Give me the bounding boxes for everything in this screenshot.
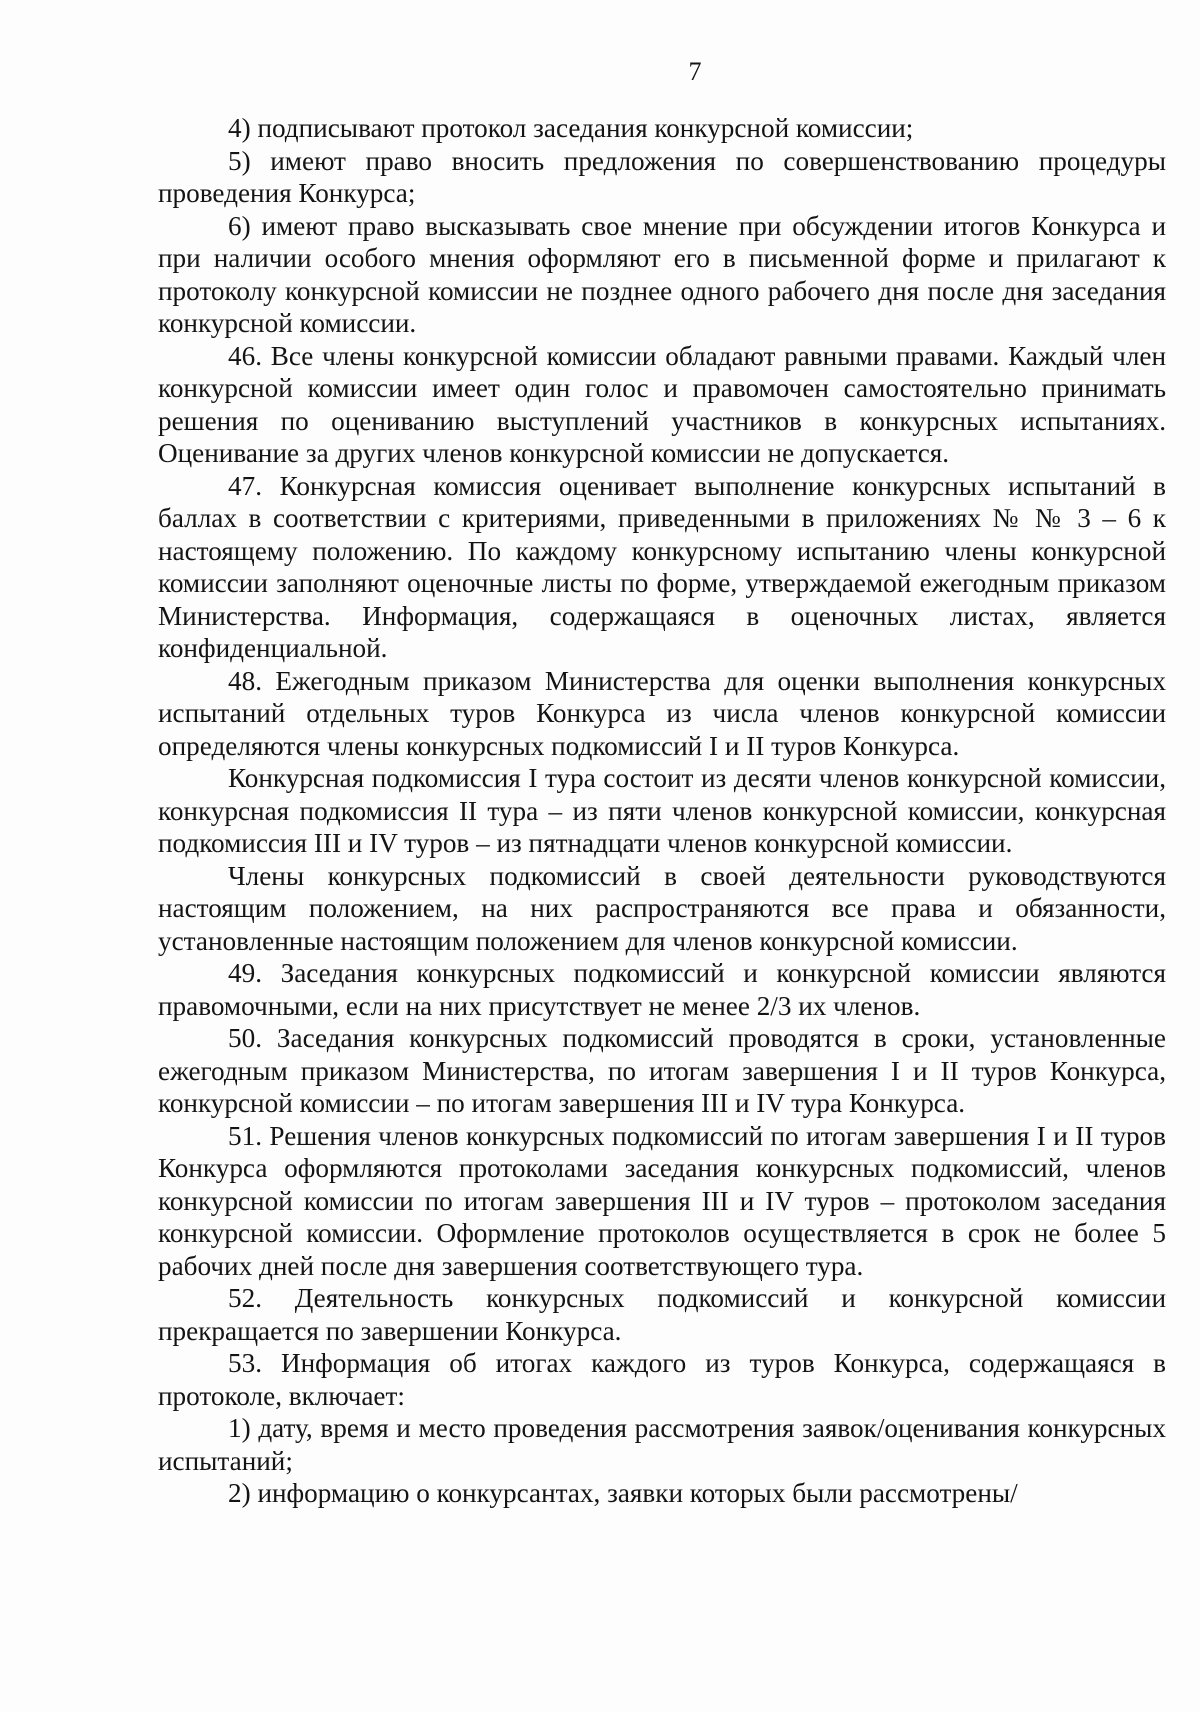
- paragraph-52: 52. Деятельность конкурсных подкомиссий и конкурсной комиссии прекращается по завершении Конкурса.: [158, 1283, 1166, 1346]
- paragraph-47: 47. Конкурсная комиссия оценивает выполнение конкурсных испытаний в баллах в соответствии с критериями, приведенными в приложениях № № 3 – 6 к настоящему положению. По каждому конкурсному испытанию члены конкурсной комиссии заполняют оценочные листы по форме, утверждаемой ежегодным приказом Министерства. Информация, содержащаяся в оценочных листах, является конфиденциальной.: [158, 470, 1166, 663]
- paragraph-49: 49. Заседания конкурсных подкомиссий и конкурсной комиссии являются правомочными, если на них присутствует не менее 2/3 их членов.: [158, 958, 1166, 1021]
- paragraph-item-6: 6) имеют право высказывать свое мнение при обсуждении итогов Конкурса и при наличии особого мнения оформляют его в письменной форме и прилагают к протоколу конкурсной комиссии не позднее одного рабочего дня после дня заседания конкурсной комиссии.: [158, 210, 1166, 338]
- page-number: 7: [688, 57, 702, 86]
- paragraph-53-item-1: 1) дату, время и место проведения рассмотрения заявок/оценивания конкурсных испытаний;: [158, 1413, 1166, 1476]
- paragraph-53-item-2: 2) информацию о конкурсантах, заявки которых были рассмотрены/: [228, 1478, 1018, 1508]
- paragraph-48: 48. Ежегодным приказом Министерства для оценки выполнения конкурсных испытаний отдельных туров Конкурса из числа членов конкурсной комиссии определяются члены конкурсных подкомиссий I и II туров Конкурса.: [158, 665, 1166, 761]
- paragraph-46: 46. Все члены конкурсной комиссии обладают равными правами. Каждый член конкурсной комиссии имеет один голос и правомочен самостоятельно принимать решения по оцениванию выступлений участников в конкурсных испытаниях. Оценивание за других членов конкурсной комиссии не допускается.: [158, 340, 1166, 468]
- paragraph-51: 51. Решения членов конкурсных подкомиссий по итогам завершения I и II туров Конкурса оформляются протоколами заседания конкурсных подкомиссий, членов конкурсной комиссии по итогам завершения III и IV туров – протоколом заседания конкурсной комиссии. Оформление протоколов осуществляется в срок не более 5 рабочих дней после дня завершения соответствующего тура.: [158, 1120, 1166, 1281]
- paragraph-item-5: 5) имеют право вносить предложения по совершенствованию процедуры проведения Конкурса;: [158, 145, 1166, 208]
- paragraph-48-members: Члены конкурсных подкомиссий в своей деятельности руководствуются настоящим положением, на них распространяются все права и обязанности, установленные настоящим положением для членов конкурсной комиссии.: [158, 860, 1166, 956]
- paragraph-50: 50. Заседания конкурсных подкомиссий проводятся в сроки, установленные ежегодным приказом Министерства, по итогам завершения I и II туров Конкурса, конкурсной комиссии – по итогам завершения III и IV тура Конкурса.: [158, 1023, 1166, 1118]
- paragraph-53: 53. Информация об итогах каждого из туров Конкурса, содержащаяся в протоколе, включает:: [158, 1348, 1166, 1411]
- paragraph-item-4: 4) подписывают протокол заседания конкурсной комиссии;: [228, 113, 914, 143]
- paragraph-48-subcommissions: Конкурсная подкомиссия I тура состоит из десяти членов конкурсной комиссии, конкурсная подкомиссия II тура – из пяти членов конкурсной комиссии, конкурсная подкомиссия III и IV туров – из пятнадцати членов конкурсной комиссии.: [158, 763, 1166, 858]
- document-body: [158, 112, 1166, 1510]
